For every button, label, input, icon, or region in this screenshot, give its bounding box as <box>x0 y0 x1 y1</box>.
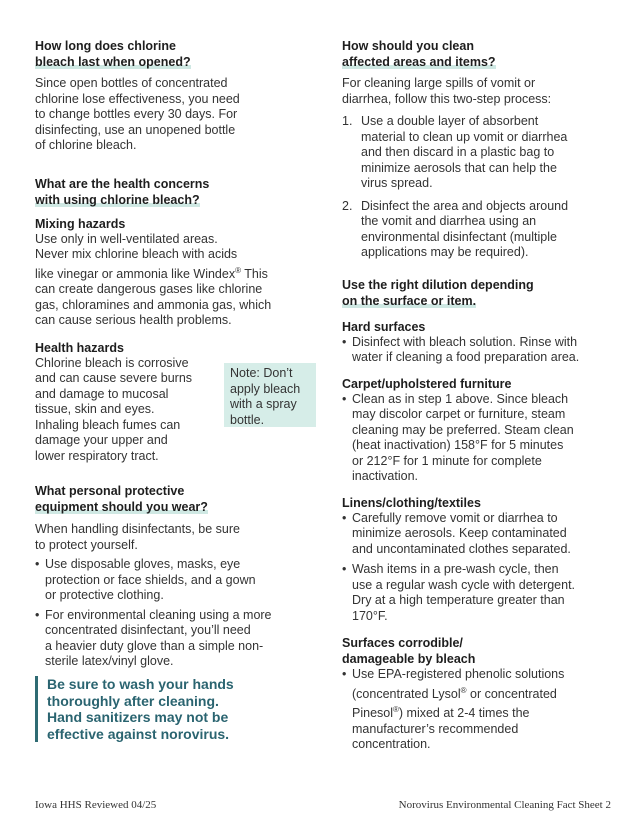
heading-ppe: What personal protective equipment should you wear? <box>35 484 208 515</box>
corrodible-title: Surfaces corrodible/ damageable by bleach <box>342 636 476 666</box>
health-hazards-title: Health hazards <box>35 340 124 355</box>
heading-dilution: Use the right dilution depending on the surface or item. <box>342 277 534 308</box>
list-item: • Wash items in a pre-wash cycle, then use a regular wash cycle with detergent. Dry at a high temperature greater than 170°F. <box>342 562 614 624</box>
cleaning-intro: For cleaning large spills of vomit or diarrhea, follow this two-step process: <box>342 76 552 106</box>
ppe-list <box>35 557 325 670</box>
footer-left: Iowa HHS Reviewed 04/25 <box>35 799 157 811</box>
right-column <box>342 38 614 753</box>
list-item: • Carefully remove vomit or diarrhea to minimize aerosols. Keep contaminated and uncontaminated clothes separated. <box>342 511 614 558</box>
list-item: • Disinfect with bleach solution. Rinse with water if cleaning a food preparation area. <box>342 335 614 366</box>
mixing-hazards-text: Use only in well-ventilated areas. Never mix chlorine bleach with acids like vinegar or ammonia like Windex® This can create dangerous gases like chlorine gas, chloramines and ammonia gas, which can cause serious health problems. <box>35 231 272 328</box>
cleaning-steps <box>342 114 614 261</box>
bleach-duration-text: Since open bottles of concentrated chlorine lose effectiveness, you need to change bottles every 30 days. For disinfecting, use an unopened bottle of chlorine bleach. <box>35 76 240 152</box>
list-item: • Use disposable gloves, masks, eye protection or face shields, and a gown or protective clothing. <box>35 557 325 604</box>
list-item: • Clean as in step 1 above. Since bleach may discolor carpet or furniture, steam cleaning may be preferred. Steam clean (heat inactivation) 158°F for 5 minutes or 212°F for 1 minute for complete inactivation. <box>342 392 614 485</box>
list-item: 2. Disinfect the area and objects around the vomit and diarrhea using an environmental disinfectant (multiple applications may be required). <box>342 198 569 259</box>
hard-surfaces-title: Hard surfaces <box>342 319 426 334</box>
health-hazards-text: Chlorine bleach is corrosive and can cause severe burns and damage to mucosal tissue, skin and eyes. Inhaling bleach fumes can damage your upper and lower respiratory tract. <box>35 355 193 463</box>
heading-health-concerns: What are the health concerns with using chlorine bleach? <box>35 176 210 207</box>
list-item: 1. Use a double layer of absorbent material to clean up vomit or diarrhea and then discard in a plastic bag to minimize aerosols that can help the virus spread. <box>342 114 568 190</box>
mixing-hazards-title: Mixing hazards <box>35 216 126 231</box>
heading-clean-areas: How should you clean affected areas and items? <box>342 39 496 69</box>
linens-title: Linens/clothing/textiles <box>342 495 481 510</box>
heading-bleach-duration: How long does chlorine bleach last when opened? <box>35 39 191 69</box>
ppe-intro: When handling disinfectants, be sure to protect yourself. <box>35 522 240 552</box>
list-item: • For environmental cleaning using a more concentrated disinfectant, you’ll need a heavier duty glove than a simple non- sterile latex/vinyl glove. <box>35 608 325 670</box>
spray-bottle-note: Note: Don’t apply bleach with a spray bottle. <box>224 363 316 427</box>
handwashing-callout: Be sure to wash your hands thoroughly after cleaning. Hand sanitizers may not be effective against norovirus. <box>35 676 317 742</box>
list-item: • Use EPA-registered phenolic solutions (concentrated Lysol® or concentrated Pinesol®) mixed at 2-4 times the manufacturer’s recommended concentration. <box>342 667 614 753</box>
left-column <box>35 38 325 670</box>
footer-right: Norovirus Environmental Cleaning Fact Sheet 2 <box>398 799 611 811</box>
carpet-title: Carpet/upholstered furniture <box>342 376 512 391</box>
